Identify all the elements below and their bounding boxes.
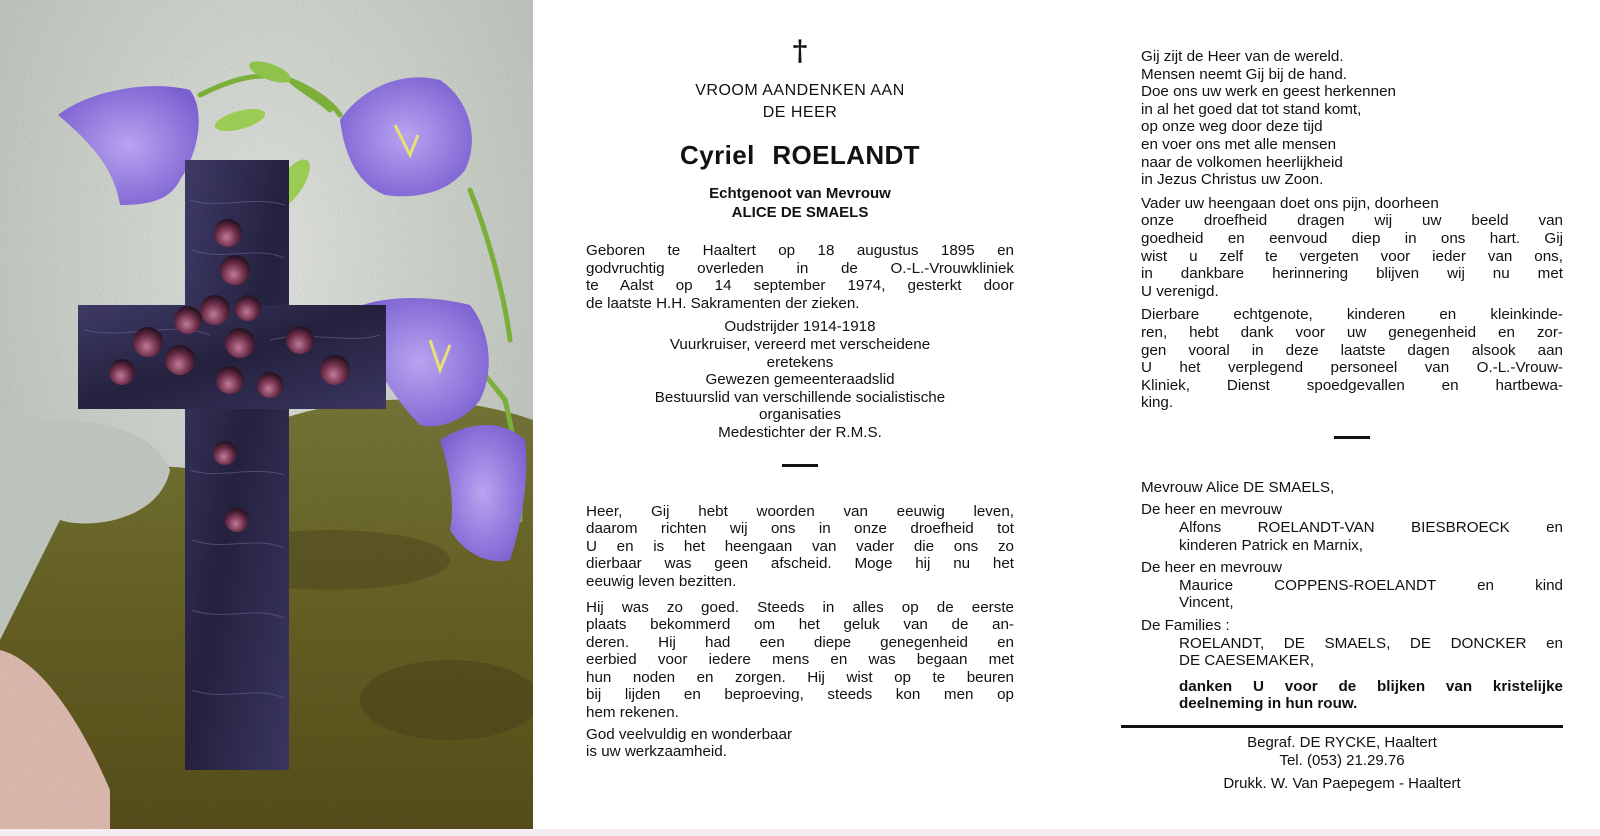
father-line: goedheid en eenvoud diep in ons hart. Gij <box>1141 229 1563 247</box>
family-list <box>1141 479 1563 713</box>
cross-with-bellflowers-image <box>0 0 533 829</box>
deceased-name: Cyriel ROELANDT <box>680 140 920 170</box>
father-line: in dankbare herinnering blijven wij nu met <box>1141 265 1563 283</box>
poem-line: Mensen neemt Gij bij de hand. <box>1141 65 1347 83</box>
prayer-line: is uw werkzaamheid. <box>586 743 727 761</box>
heading-line: VROOM AANDENKEN AAN <box>695 82 905 99</box>
honor-line: Vuurkruiser, vereerd met verscheidene <box>669 335 931 353</box>
thanks-line: ren, hebt dank voor uw genegenheid en zor- <box>1141 323 1563 341</box>
poem-line: op onze weg door deze tijd <box>1141 118 1323 136</box>
prayer-paragraph-2 <box>586 599 1014 722</box>
bio-line: te Aalst op 14 september 1974, gesterkt door <box>586 277 1014 295</box>
father-line: Vader uw heengaan doet ons pijn, doorheen <box>1141 194 1439 212</box>
widow-name: Mevrouw Alice DE SMAELS, <box>1141 478 1335 496</box>
bio-line: Geboren te Haaltert op 18 augustus 1895 en <box>586 242 1014 259</box>
thanks-line: U het verplegend personeel van O.-L.-Vrouw- <box>1141 359 1563 377</box>
spouse-line: ALICE DE SMAELS <box>731 204 869 221</box>
footer-rule <box>1121 725 1563 728</box>
family-group-title: De heer en mevrouw <box>1141 559 1282 577</box>
heading-line: DE HEER <box>762 104 838 121</box>
bio-line: de laatste H.H. Sakramenten der zieken. <box>586 294 860 312</box>
poem <box>1141 48 1563 189</box>
honor-line: Oudstrijder 1914-1918 <box>724 318 876 336</box>
thanks-line: Dierbare echtgenote, kinderen en kleinkinde- <box>1141 306 1563 324</box>
father-line: U verenigd. <box>1141 282 1219 300</box>
closing-thanks <box>1141 678 1563 713</box>
prayer-line: eeuwig leven bezitten. <box>586 572 737 590</box>
honor-line: Bestuurslid van verschillende socialistische <box>654 388 946 406</box>
family-group-title: De Families : <box>1141 617 1230 635</box>
spouse-info <box>586 184 1014 222</box>
prayer-line: dierbaar was geen afscheid. Moge hij nu het <box>586 555 1014 573</box>
divider <box>1334 436 1370 439</box>
honor-line: Medestichter der R.M.S. <box>718 423 882 441</box>
family-member-line: ROELANDT, DE SMAELS, DE DONCKER en <box>1179 634 1563 652</box>
father-paragraph <box>1141 195 1563 301</box>
biography <box>586 242 1014 312</box>
family-member-line: kinderen Patrick en Marnix, <box>1179 536 1364 554</box>
obituary-middle-column <box>586 36 1014 761</box>
family-member-line: Vincent, <box>1179 594 1234 612</box>
prayer-line: eerbied voor iedere mens en was begaan met <box>586 651 1014 669</box>
poem-line: Gij zijt de Heer van de wereld. <box>1141 48 1344 65</box>
prayer-paragraph-1 <box>586 503 1014 591</box>
phone: Tel. (053) 21.29.76 <box>1279 752 1405 769</box>
family-member-line: Maurice COPPENS-ROELANDT en kind <box>1179 576 1563 594</box>
poem-line: in al het goed dat tot stand komt, <box>1141 100 1362 118</box>
thanks-paragraph <box>1141 306 1563 412</box>
closing-line: danken U voor de blijken van kristelijke <box>1179 677 1563 695</box>
poem-line: Doe ons uw werk en geest herkennen <box>1141 83 1396 101</box>
prayer-paragraph-3 <box>586 726 1014 761</box>
honors <box>586 318 1014 441</box>
memorial-heading <box>586 80 1014 124</box>
poem-line: naar de volkomen heerlijkheid <box>1141 153 1343 171</box>
cross-icon: † <box>792 34 808 67</box>
closing-line: deelneming in hun rouw. <box>1179 695 1358 713</box>
obituary-right-column <box>1141 48 1563 793</box>
prayer-line: hem rekenen. <box>586 704 679 722</box>
page-edge <box>0 829 1600 836</box>
spouse-line: Echtgenoot van Mevrouw <box>709 185 891 202</box>
prayer-line: plaats bekommerd om het geluk van de an- <box>586 616 1014 634</box>
printer: Drukk. W. Van Paepegem - Haaltert <box>1223 775 1461 792</box>
prayer-line: Hij was zo goed. Steeds in alles op de eerste <box>586 598 1014 616</box>
family-group-title: De heer en mevrouw <box>1141 501 1282 519</box>
memorial-photo <box>0 0 533 829</box>
prayer-line: daarom richten wij ons in onze droefheid tot <box>586 520 1014 538</box>
honor-line: Gewezen gemeenteraadslid <box>705 371 895 389</box>
honor-line: eretekens <box>766 353 834 371</box>
prayer-line: Heer, Gij hebt woorden van eeuwig leven, <box>586 502 1014 520</box>
thanks-line: king. <box>1141 394 1174 412</box>
prayer-line: bij lijden en beproeving, steeds kon men op <box>586 686 1014 704</box>
footer <box>1121 734 1563 793</box>
bio-line: godvruchtig overleden in de O.-L.-Vrouwkliniek <box>586 259 1014 277</box>
prayer-line: God veelvuldig en wonderbaar <box>586 725 793 743</box>
undertaker: Begraf. DE RYCKE, Haaltert <box>1247 734 1437 751</box>
divider <box>782 464 818 467</box>
honor-line: organisaties <box>759 406 841 424</box>
thanks-line: Kliniek, Dienst spoedgevallen en hartbewa- <box>1141 376 1563 394</box>
family-member-line: DE CAESEMAKER, <box>1179 652 1315 670</box>
thanks-line: gen vooral in deze laatste dagen alsook aan <box>1141 341 1563 359</box>
family-member-line: Alfons ROELANDT-VAN BIESBROECK en <box>1179 519 1563 537</box>
prayer-line: hun noden en zorgen. Hij wist op te beuren <box>586 668 1014 686</box>
father-line: onze droefheid dragen wij uw beeld van <box>1141 212 1563 230</box>
prayer-line: U en is het heengaan van vader die ons zo <box>586 537 1014 555</box>
poem-line: en voer ons met alle mensen <box>1141 135 1337 153</box>
poem-line: in Jezus Christus uw Zoon. <box>1141 171 1324 189</box>
father-line: wist u zelf te vergeten voor ieder van ons, <box>1141 247 1563 265</box>
prayer-line: deren. Hij had een diepe genegenheid en <box>586 633 1014 651</box>
